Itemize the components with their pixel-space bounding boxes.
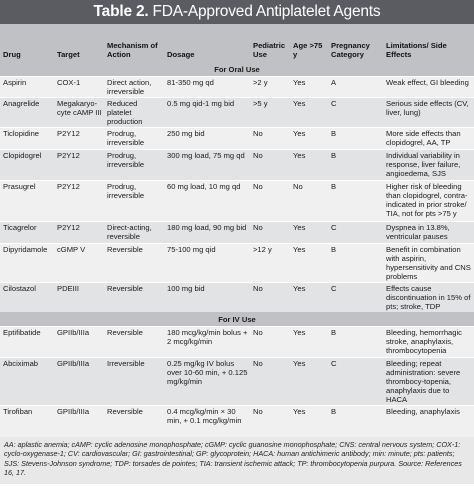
cell-dosage: 0.25 mg/kg IV bolus over 10-60 min, + 0.125 mg/kg/min [164,358,250,406]
cell-limitations: Effects cause discontinuation in 15% of pts; stroke, TDP [383,283,474,313]
table-number: Table 2. [93,3,149,20]
cell-mechanism: Reduced platelet production [104,98,164,128]
header-dosage: Dosage [164,24,250,62]
cell-age75: No [290,181,328,222]
cell-age75: Yes [290,358,328,406]
cell-target: GPIIb/IIIa [54,358,104,406]
cell-age75: Yes [290,222,328,244]
cell-target: Megakaryo-cyte cAMP III [54,98,104,128]
cell-dosage: 250 mg bid [164,128,250,150]
table-row [0,150,474,181]
cell-limitations: Benefit in combination with aspirin, hypersensitivity and CNS problems [383,244,474,283]
cell-drug: Ticlopidine [0,128,54,150]
cell-dosage: 300 mg load, 75 mg qd [164,150,250,181]
footnote-source: Source: References 16, 17. [4,458,462,477]
cell-limitations: More side effects than clopidogrel, AA, TP [383,128,474,150]
table-row [0,358,474,406]
cell-age75: Yes [290,128,328,150]
cell-limitations: Weak effect, GI bleeding [383,77,474,98]
cell-pregnancy: C [328,358,383,406]
header-target: Target [54,24,104,62]
cell-dosage: 60 mg load, 10 mg qd [164,181,250,222]
cell-limitations: Dyspnea in 13.8%, ventricular pauses [383,222,474,244]
cell-limitations: Individual variability in response, liver failure, angioedema, SJS [383,150,474,181]
cell-dosage: 0.5 mg qid-1 mg bid [164,98,250,128]
cell-drug: Cilostazol [0,283,54,313]
cell-target: P2Y12 [54,128,104,150]
cell-target: GPIIb/IIIa [54,327,104,358]
cell-limitations: Bleeding, anaphylaxis [383,406,474,437]
cell-target: P2Y12 [54,181,104,222]
cell-age75: Yes [290,98,328,128]
cell-dosage: 180 mcg/kg/min bolus + 2 mcg/kg/min [164,327,250,358]
cell-target: PDEIII [54,283,104,313]
cell-mechanism: Irreversible [104,358,164,406]
table-row [0,327,474,358]
cell-mechanism: Reversible [104,244,164,283]
cell-age75: Yes [290,77,328,98]
cell-drug: Prasugrel [0,181,54,222]
cell-pregnancy: B [328,327,383,358]
cell-pediatric: No [250,327,290,358]
cell-drug: Abciximab [0,358,54,406]
header-pediatric: Pediatric Use [250,24,290,62]
table-row [0,222,474,244]
cell-age75: Yes [290,327,328,358]
cell-target: COX-1 [54,77,104,98]
cell-target: P2Y12 [54,222,104,244]
cell-mechanism: Prodrug, irreversible [104,128,164,150]
header-age: Age >75 y [290,24,328,62]
cell-pregnancy: B [328,150,383,181]
cell-dosage: 100 mg bid [164,283,250,313]
cell-mechanism: Reversible [104,406,164,437]
cell-pregnancy: B [328,244,383,283]
header-limitations: Limitations/ Side Effects [383,24,474,62]
cell-drug: Eptifibatide [0,327,54,358]
cell-dosage: 81-350 mg qd [164,77,250,98]
cell-dosage: 180 mg load, 90 mg bid [164,222,250,244]
section-iv [0,312,474,327]
cell-pregnancy: A [328,77,383,98]
cell-pediatric: No [250,283,290,313]
cell-age75: Yes [290,244,328,283]
header-row [0,24,474,62]
section-iv-label: For IV Use [0,312,474,327]
cell-age75: Yes [290,283,328,313]
cell-limitations: Bleeding, hemorrhagic stroke, anaphylaxis, thrombocytopenia [383,327,474,358]
cell-pediatric: No [250,222,290,244]
cell-pediatric: No [250,181,290,222]
table-row [0,128,474,150]
cell-dosage: 0.4 mcg/kg/min × 30 min, + 0.1 mcg/kg/min [164,406,250,437]
cell-age75: Yes [290,150,328,181]
cell-limitations: Bleeding; repeat administration: severe thrombocy-topenia, anaphylaxis due to HACA [383,358,474,406]
table-row [0,244,474,283]
table-row [0,283,474,313]
footnote-abbreviations: AA: aplastic anemia; cAMP: cyclic adenosine monophosphate; cGMP: cyclic guanosine monophosphate; CNS: central nervous system; COX-1: cyclo-oxygenase-1; CV: cardiovascular; GI: gastrointestinal; GP: glycoprotein; HACA: human antichimeric antibody; min: minute; pts: patients; SJS: Stevens-Johnson syndrome; TDP: torsades de pointes; TIA: transient ischemic attack; TP: thrombocytopenia purpura. [4,439,461,468]
header-mechanism: Mechanism of Action [104,24,164,62]
table-title-text: FDA-Approved Antiplatelet Agents [152,3,381,20]
table-row [0,406,474,437]
header-pregnancy: Pregnancy Category [328,24,383,62]
cell-mechanism: Direct-acting, reversible [104,222,164,244]
cell-age75: Yes [290,406,328,437]
header-drug: Drug [0,24,54,62]
cell-pediatric: >12 y [250,244,290,283]
cell-target: cGMP V [54,244,104,283]
cell-pediatric: >2 y [250,77,290,98]
cell-mechanism: Reversible [104,327,164,358]
footnote [0,437,474,484]
cell-mechanism: Prodrug, irreversible [104,181,164,222]
cell-pediatric: No [250,128,290,150]
cell-drug: Tirofiban [0,406,54,437]
cell-limitations: Higher risk of bleeding than clopidogrel, contra-indicated in prior stroke/ TIA, not for pts >75 y [383,181,474,222]
table-row [0,181,474,222]
cell-drug: Aspirin [0,77,54,98]
table-row [0,77,474,98]
table-title [0,0,474,24]
cell-pregnancy: C [328,98,383,128]
cell-pediatric: No [250,358,290,406]
cell-pregnancy: C [328,222,383,244]
cell-pregnancy: B [328,128,383,150]
cell-pediatric: No [250,150,290,181]
cell-drug: Dipyridamole [0,244,54,283]
cell-mechanism: Reversible [104,283,164,313]
cell-pregnancy: B [328,406,383,437]
cell-limitations: Serious side effects (CV, liver, lung) [383,98,474,128]
section-oral [0,62,474,77]
table-row [0,98,474,128]
cell-pediatric: No [250,406,290,437]
cell-pregnancy: C [328,283,383,313]
cell-mechanism: Direct action, irreversible [104,77,164,98]
cell-target: GPIIb/IIIa [54,406,104,437]
cell-drug: Anagrelide [0,98,54,128]
cell-target: P2Y12 [54,150,104,181]
cell-pediatric: >5 y [250,98,290,128]
cell-mechanism: Prodrug, irreversible [104,150,164,181]
cell-drug: Ticagrelor [0,222,54,244]
cell-dosage: 75-100 mg qid [164,244,250,283]
antiplatelet-table [0,24,474,437]
cell-drug: Clopidogrel [0,150,54,181]
section-oral-label: For Oral Use [0,62,474,77]
cell-pregnancy: B [328,181,383,222]
